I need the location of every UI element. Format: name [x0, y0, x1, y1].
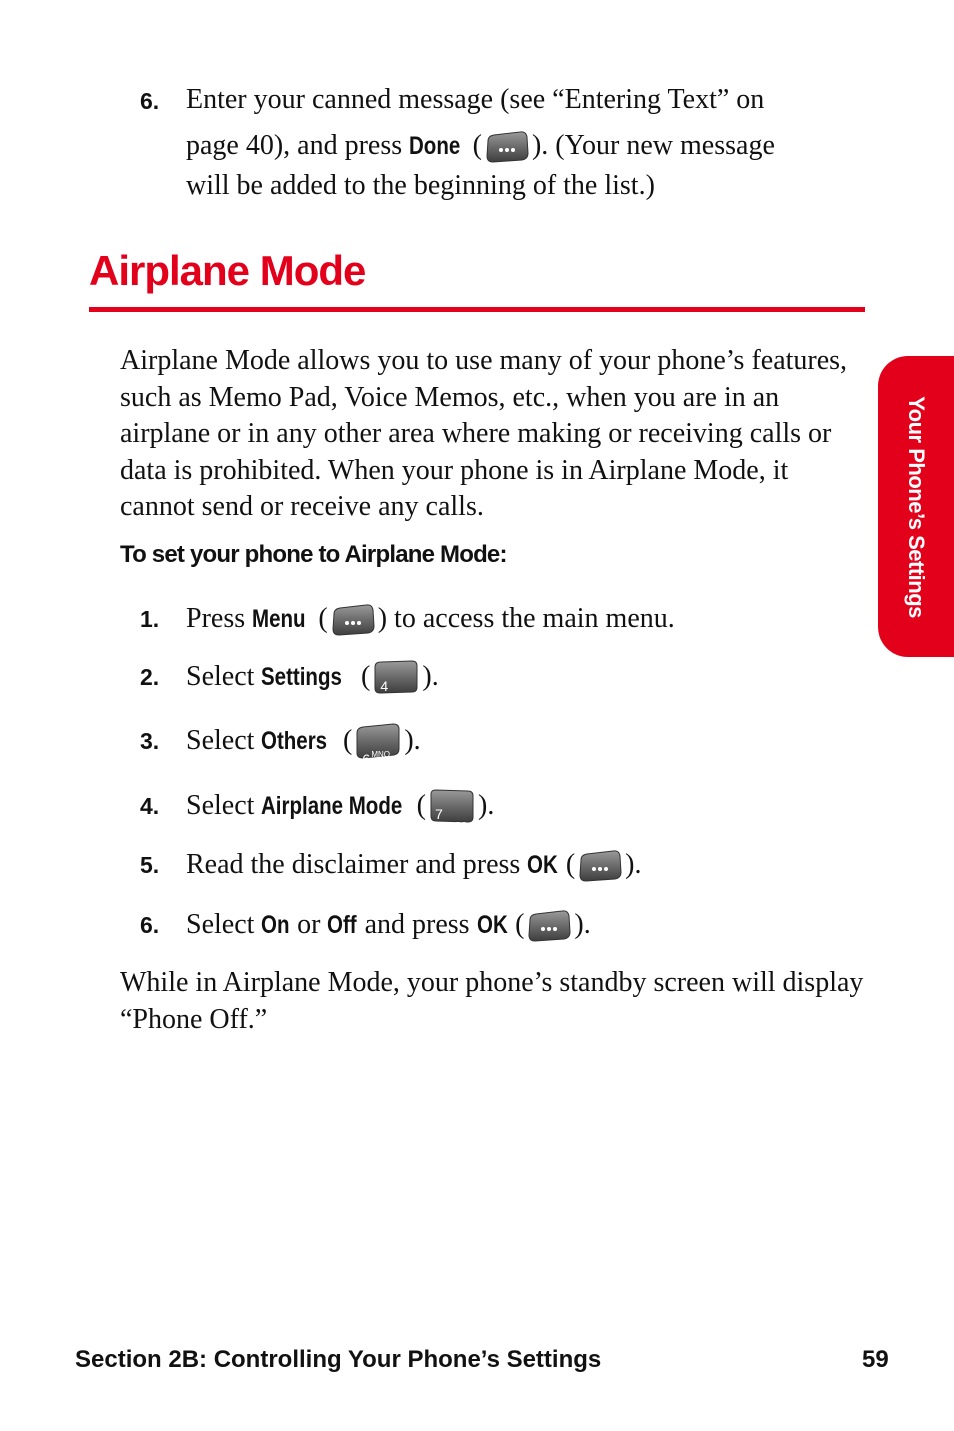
key-letters: MNO [371, 750, 391, 759]
step-text: ). [404, 725, 421, 756]
step-text: Select [186, 909, 262, 940]
step-number: 4. [140, 793, 160, 819]
paren: ( [311, 603, 328, 634]
step-line: Enter your canned message (see “Entering Text” on [186, 84, 765, 115]
chapter-side-tab [878, 356, 954, 657]
step-text: ). [422, 661, 439, 692]
step-line: ). (Your new message [531, 130, 775, 161]
step-number: 6. [140, 88, 160, 114]
step-text: Select [186, 661, 262, 692]
menu-keyword: Menu [252, 605, 306, 633]
key-digit: 7 [435, 806, 443, 822]
step-3 [186, 719, 866, 767]
step-line: will be added to the beginning of the list.) [186, 170, 655, 201]
step-text: Select [186, 725, 262, 756]
settings-keyword: Settings [261, 663, 343, 691]
procedure-subheading: To set your phone to Airplane Mode: [120, 541, 507, 568]
off-keyword: Off [327, 911, 358, 939]
step-text: Press [186, 603, 253, 634]
key-7-icon [428, 788, 476, 830]
step-text: ). [478, 790, 495, 821]
heading-divider [89, 307, 865, 312]
step-4 [186, 784, 866, 828]
paren: ( [558, 849, 576, 880]
paren: ( [465, 130, 482, 161]
key-digit: 6 [362, 751, 371, 767]
key-letters: GHI [393, 692, 408, 701]
on-keyword: On [261, 911, 290, 939]
paren: ( [354, 661, 371, 692]
step-text: Read the disclaimer and press [186, 849, 528, 880]
step-6 [186, 903, 866, 947]
side-tab-label: Your Phone’s Settings [904, 395, 929, 618]
step-text: or [290, 909, 328, 940]
ok-keyword: OK [476, 911, 508, 939]
intro-paragraph: Airplane Mode allows you to use many of your phone’s features, such as Memo Pad, Voice Memos, etc., when you are in an airplane or in any other area where making or receiving calls or data is prohibited. When your phone is in Airplane Mode, it cannot send or receive any calls. [120, 345, 848, 522]
step-text: ). [574, 909, 591, 940]
others-keyword: Others [261, 727, 328, 755]
menu-softkey-icon [484, 131, 530, 163]
outro-paragraph: While in Airplane Mode, your phone’s standby screen will display “Phone Off.” [120, 967, 864, 1035]
step-number: 6. [140, 912, 160, 938]
step-number: 2. [140, 664, 160, 690]
step-number: 3. [140, 728, 160, 754]
page-number: 59 [862, 1346, 889, 1373]
step-2 [186, 655, 866, 699]
step-text: and press [357, 909, 477, 940]
ok-softkey-icon [526, 910, 572, 942]
key-4-icon [372, 659, 420, 701]
step-text: ) to access the main menu. [377, 603, 675, 634]
step-1 [186, 597, 866, 641]
key-digit: 4 [380, 678, 389, 694]
paren: ( [409, 790, 426, 821]
step-line: page 40), and press [186, 130, 410, 161]
menu-softkey-icon [330, 604, 376, 636]
step-number: 1. [140, 606, 160, 632]
section-heading: Airplane Mode [89, 247, 366, 294]
airplane-mode-keyword: Airplane Mode [261, 792, 403, 820]
step-text: ). [625, 849, 642, 880]
done-keyword: Done [409, 132, 461, 160]
footer-section-title: Section 2B: Controlling Your Phone’s Settings [75, 1346, 602, 1373]
paren: ( [508, 909, 525, 940]
step-text [186, 78, 866, 208]
step-number: 5. [140, 852, 160, 878]
step-5 [186, 843, 866, 887]
key-letters: PQRS [444, 821, 467, 830]
step-text: Select [186, 790, 262, 821]
key-6-icon [354, 723, 402, 767]
ok-softkey-icon [577, 850, 623, 882]
ok-keyword: OK [527, 851, 559, 879]
paren: ( [336, 725, 353, 756]
